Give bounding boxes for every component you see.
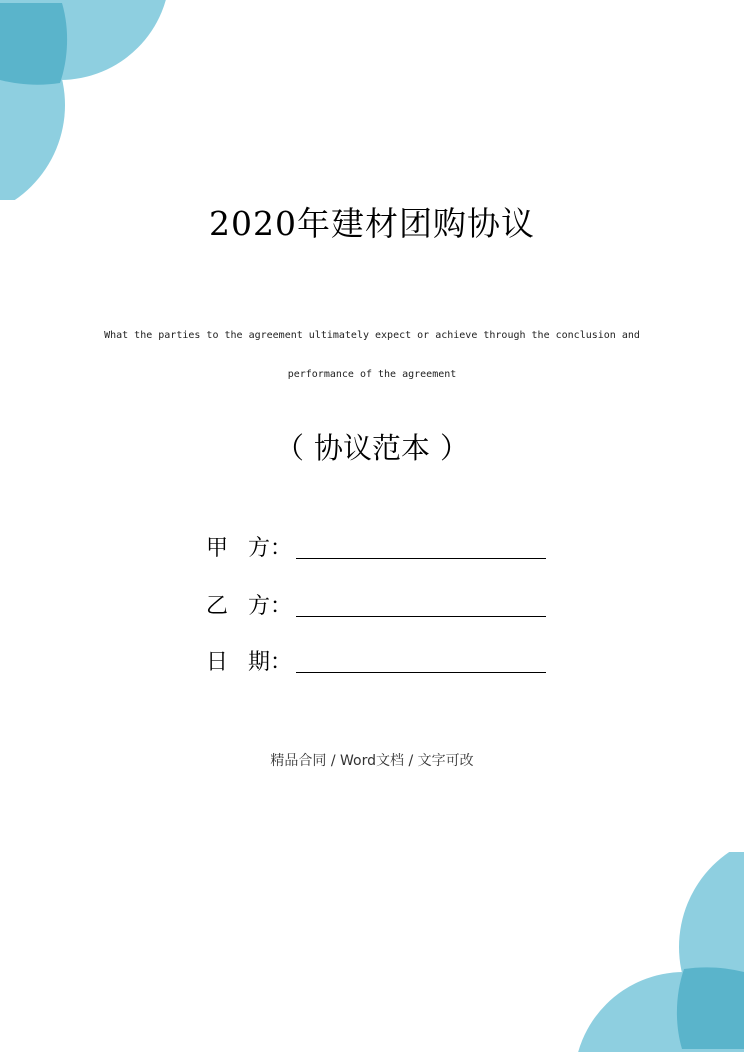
party-b-blank-line[interactable] bbox=[296, 592, 546, 617]
date-label: 日 期： bbox=[206, 650, 292, 675]
date-field bbox=[206, 646, 546, 676]
party-a-field bbox=[206, 532, 546, 562]
sample-text: 协议范本 bbox=[313, 431, 430, 465]
sample-heading bbox=[0, 426, 744, 467]
footer-note: 精品合同 / Word文档 / 文字可改 bbox=[270, 753, 474, 769]
sample-open-paren: （ bbox=[274, 431, 304, 465]
party-b-label: 乙 方： bbox=[206, 594, 292, 619]
subtitle-line-2: performance of the agreement bbox=[287, 369, 457, 380]
deco-overlap bbox=[677, 967, 744, 1049]
corner-decoration-bottom-right bbox=[564, 852, 744, 1052]
corner-decoration-top-left bbox=[0, 0, 180, 200]
document-title: 2020年建材团购协议 bbox=[209, 204, 535, 243]
sample-close-paren: ） bbox=[440, 431, 470, 465]
party-b-field bbox=[206, 590, 546, 620]
party-a-blank-line[interactable] bbox=[296, 534, 546, 559]
deco-overlap bbox=[0, 3, 67, 85]
date-blank-line[interactable] bbox=[296, 648, 546, 673]
subtitle-line-1: What the parties to the agreement ultimately expect or achieve through the conclusion and bbox=[104, 330, 640, 341]
party-a-label: 甲 方： bbox=[206, 536, 292, 561]
